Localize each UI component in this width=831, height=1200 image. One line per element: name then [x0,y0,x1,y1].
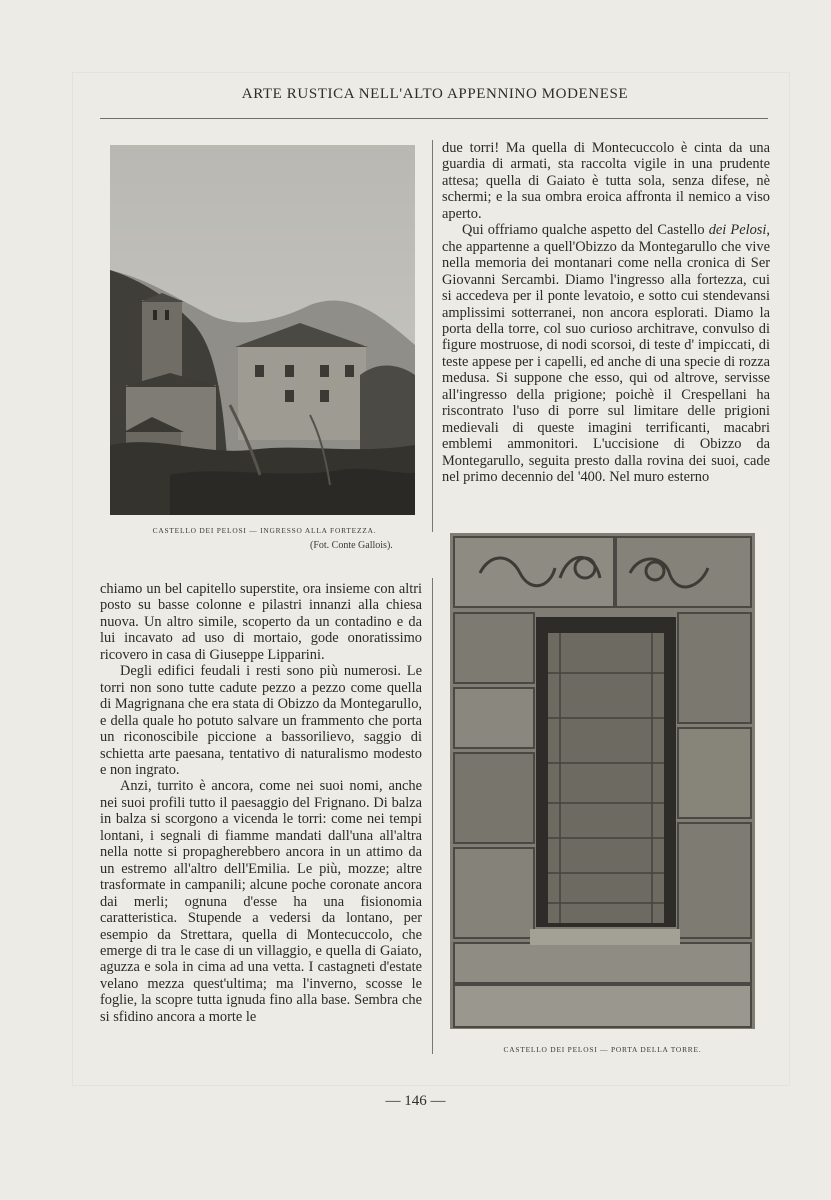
left-paragraph-1: chiamo un bel capitello superstite, ora insieme con altri posto su basse colonne e pilastri innanzi alla chiesa nuova. Un altro simile, scoperto da un contadino e da lui incavato ad uso di mortaio, gode onoratissimo ricovero in casa di Giuseppe Lipparini. [100,581,422,663]
figure-1-caption: CASTELLO DEI PELOSI — INGRESSO ALLA FORTEZZA. [152,526,377,535]
castle-name-italic: dei Pelosi [708,222,767,239]
right-paragraph-2-start: Qui offriamo qualche aspetto del Castello [462,222,709,239]
right-paragraph-1: due torri! Ma quella di Montecuccolo è cinta da una guardia di armati, sta raccolta vigile in una prudente attesa; quella di Gaiato è tutta sola, senza difese, nè schermi; e la sua ombra eroica affronta il nemico a viso aperto. [442,140,770,222]
right-column-text [442,140,770,486]
figure-2-caption: CASTELLO DEI PELOSI — PORTA DELLA TORRE. [503,1045,702,1054]
figure-1-credit: (Fot. Conte Gallois). [310,540,393,551]
photo-tower-door [450,533,755,1029]
running-head: ARTE RUSTICA NELL'ALTO APPENNINO MODENESE [241,86,629,102]
photo-castle-entrance [110,145,415,515]
castle-entrance-illustration [110,145,415,515]
page-number: — 146 — [385,1093,446,1109]
left-paragraph-2: Degli edifici feudali i resti sono più numerosi. Le torri non sono tutte cadute pezzo a pezzo come quella di Magrignana che era stata di Obizzo da Montegarullo, e della quale ho potuto salvare un frammento che porta un riconoscibile piccione a bassorilievo, saggio di schietta arte paesana, tentativo di naturalismo modesto e non ingrato. [100,663,422,778]
header-rule [100,118,768,119]
left-paragraph-3: Anzi, turrito è ancora, come nei suoi nomi, anche nei suoi profili tutto il paesaggio del Frignano. Di balza in balza si scorgono a vicenda le torri: come nei tempi lontani, i segnali di fiamme mandati dall'una all'altra nella notte si propagherebbero ancora in un attimo da un estremo all'altro dell'Emilia. Le più, mozze; altre trasformate in campanili; alcune poche coronate ancora dai merli; ognuna d'esse ha una fisionomia caratteristica. Stupende a vedersi da lontano, per esempio da Strettara, quella di Montecuccolo, che emerge di tra le case di un villaggio, e quella di Gaiato, aguzza e sola in cima ad una vetta. I castagneti d'estate velano mezza quest'ultima; ma l'inverno, scosse le foglie, la scopre tutta ignuda fino alla base. Sembra che si sfidino ancora a morte le [100,778,422,1025]
right-paragraph-2-rest: , che appartenne a quell'Obizzo da Montegarullo che vive nella memoria dei montanari come nella cronica di Ser Giovanni Sercambi. Diamo l'ingresso alla fortezza, cui si accedeva per il ponte levatoio, e sotto cui stendevansi amplissimi sotterranei, non ancora esplorati. Diamo la porta della torre, col suo curioso architrave, convulso di figure mostruose, di nodi scorsoi, di teste d' impiccati, di teste appese per i capelli, ed anche di una specie di rozza medusa. Si suppone che esso, qui od altrove, servisse all'ingresso della prigione; poichè il Crespellani ha riscontrato l'uso di porre sul limitare delle prigioni medievali di queste imagini terrificanti, macabri emblemi ammonitori. L'uccisione di Obizzo da Montegarullo, seguita presto dalla rovina dei suoi, cade nel primo decennio del '400. Nel muro esterno [442,222,770,486]
left-column-text [100,581,422,1025]
right-paragraph-2 [442,222,770,485]
column-rule-top [432,140,433,532]
tower-door-illustration [450,533,755,1029]
column-rule-bottom [432,578,433,1054]
